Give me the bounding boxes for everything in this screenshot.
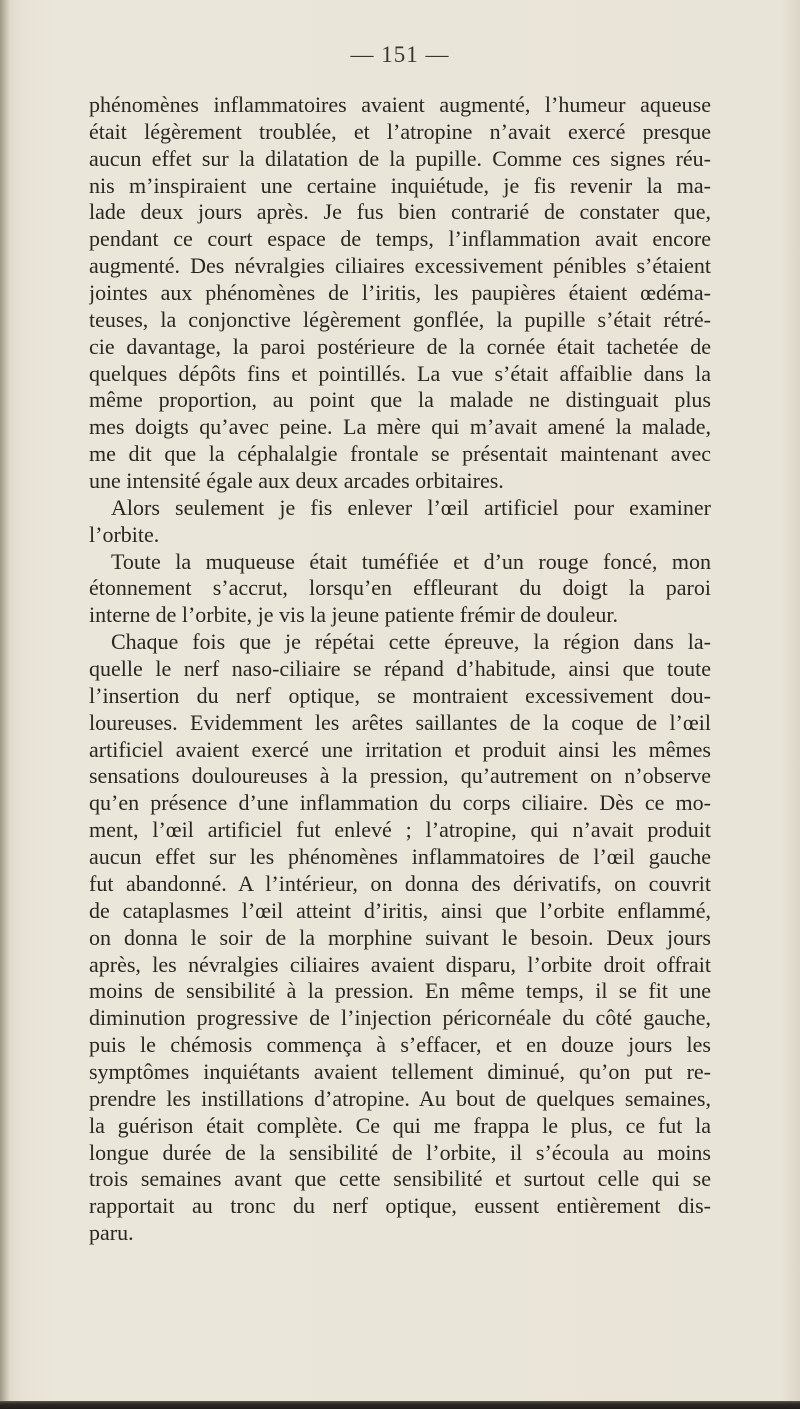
text-line: on donna le soir de la morphine suivant le besoin. Deux jours bbox=[89, 924, 711, 950]
text-line: était légèrement troublée, et l’atropine n’avait exercé presque bbox=[89, 118, 711, 144]
page-bottom-edge bbox=[0, 1401, 800, 1409]
text-line: aucun effet sur les phénomènes inflammatoires de l’œil gauche bbox=[89, 844, 711, 870]
text-line: Toute la muqueuse était tuméfiée et d’un rouge foncé, mon bbox=[111, 548, 711, 574]
body-text bbox=[89, 92, 711, 1247]
text-line: qu’en présence d’une inflammation du corps ciliaire. Dès ce mo- bbox=[89, 790, 711, 816]
text-line: diminution progressive de l’injection péricornéale du côté gauche, bbox=[89, 1005, 711, 1031]
text-line: Alors seulement je fis enlever l’œil artificiel pour examiner bbox=[111, 494, 711, 520]
text-line: quelle le nerf naso-ciliaire se répand d’habitude, ainsi que toute bbox=[89, 656, 711, 682]
text-line: la guérison était complète. Ce qui me frappa le plus, ce fut la bbox=[89, 1112, 711, 1138]
text-line: augmenté. Des névralgies ciliaires excessivement pénibles s’étaient bbox=[89, 253, 711, 279]
text-line: artificiel avaient exercé une irritation et produit ainsi les mêmes bbox=[89, 736, 711, 762]
text-line: prendre les instillations d’atropine. Au bout de quelques semaines, bbox=[89, 1085, 711, 1111]
text-line: après, les névralgies ciliaires avaient disparu, l’orbite droit offrait bbox=[89, 951, 711, 977]
text-line: sensations douloureuses à la pression, qu’autrement on n’observe bbox=[89, 763, 711, 789]
text-line: symptômes inquiétants avaient tellement diminué, qu’on put re- bbox=[89, 1058, 711, 1084]
text-line: l’insertion du nerf optique, se montraient excessivement dou- bbox=[89, 682, 711, 708]
text-line: teuses, la conjonctive légèrement gonflée, la pupille s’était rétré- bbox=[89, 306, 711, 332]
text-line: lade deux jours après. Je fus bien contrarié de constater que, bbox=[89, 199, 711, 225]
text-line: de cataplasmes l’œil atteint d’iritis, ainsi que l’orbite enflammé, bbox=[89, 897, 711, 923]
text-line: ment, l’œil artificiel fut enlevé ; l’atropine, qui n’avait produit bbox=[89, 817, 711, 843]
text-line: mes doigts qu’avec peine. La mère qui m’avait amené la malade, bbox=[89, 414, 711, 440]
text-line: moins de sensibilité à la pression. En même temps, il se fit une bbox=[89, 978, 711, 1004]
text-line: fut abandonné. A l’intérieur, on donna des dérivatifs, on couvrit bbox=[89, 870, 711, 896]
text-line: pendant ce court espace de temps, l’inflammation avait encore bbox=[89, 226, 711, 252]
text-line: phénomènes inflammatoires avaient augmenté, l’humeur aqueuse bbox=[89, 92, 711, 117]
text-line: étonnement s’accrut, lorsqu’en effleurant du doigt la paroi bbox=[89, 575, 711, 601]
text-line: jointes aux phénomènes de l’iritis, les paupières étaient œdéma- bbox=[89, 280, 711, 306]
text-line: loureuses. Evidemment les arêtes saillantes de la coque de l’œil bbox=[89, 709, 711, 735]
text-line: même proportion, au point que la malade ne distinguait plus bbox=[89, 387, 711, 413]
text-line: aucun effet sur la dilatation de la pupille. Comme ces signes réu- bbox=[89, 145, 711, 171]
text-line: trois semaines avant que cette sensibilité et surtout celle qui se bbox=[89, 1166, 711, 1192]
text-line: quelques dépôts fins et pointillés. La vue s’était affaiblie dans la bbox=[89, 360, 711, 386]
text-line: nis m’inspiraient une certaine inquiétude, je fis revenir la ma- bbox=[89, 172, 711, 198]
page-number: — 151 — bbox=[350, 42, 450, 67]
text-line: longue durée de la sensibilité de l’orbite, il s’écoula au moins bbox=[89, 1139, 711, 1165]
text-line: Chaque fois que je répétai cette épreuve, la région dans la- bbox=[111, 629, 711, 655]
text-line: l’orbite. bbox=[89, 521, 160, 547]
text-line: une intensité égale aux deux arcades orbitaires. bbox=[89, 468, 504, 494]
text-line: me dit que la céphalalgie frontale se présentait maintenant avec bbox=[89, 441, 711, 467]
text-line: paru. bbox=[89, 1220, 134, 1246]
text-line: cie davantage, la paroi postérieure de la cornée était tachetée de bbox=[89, 333, 711, 359]
binding-edge bbox=[0, 0, 10, 1409]
text-line: rapportait au tronc du nerf optique, eussent entièrement dis- bbox=[89, 1193, 711, 1219]
text-line: puis le chémosis commença à s’effacer, et en douze jours les bbox=[89, 1032, 711, 1058]
text-line: interne de l’orbite, je vis la jeune patiente frémir de douleur. bbox=[89, 602, 619, 628]
